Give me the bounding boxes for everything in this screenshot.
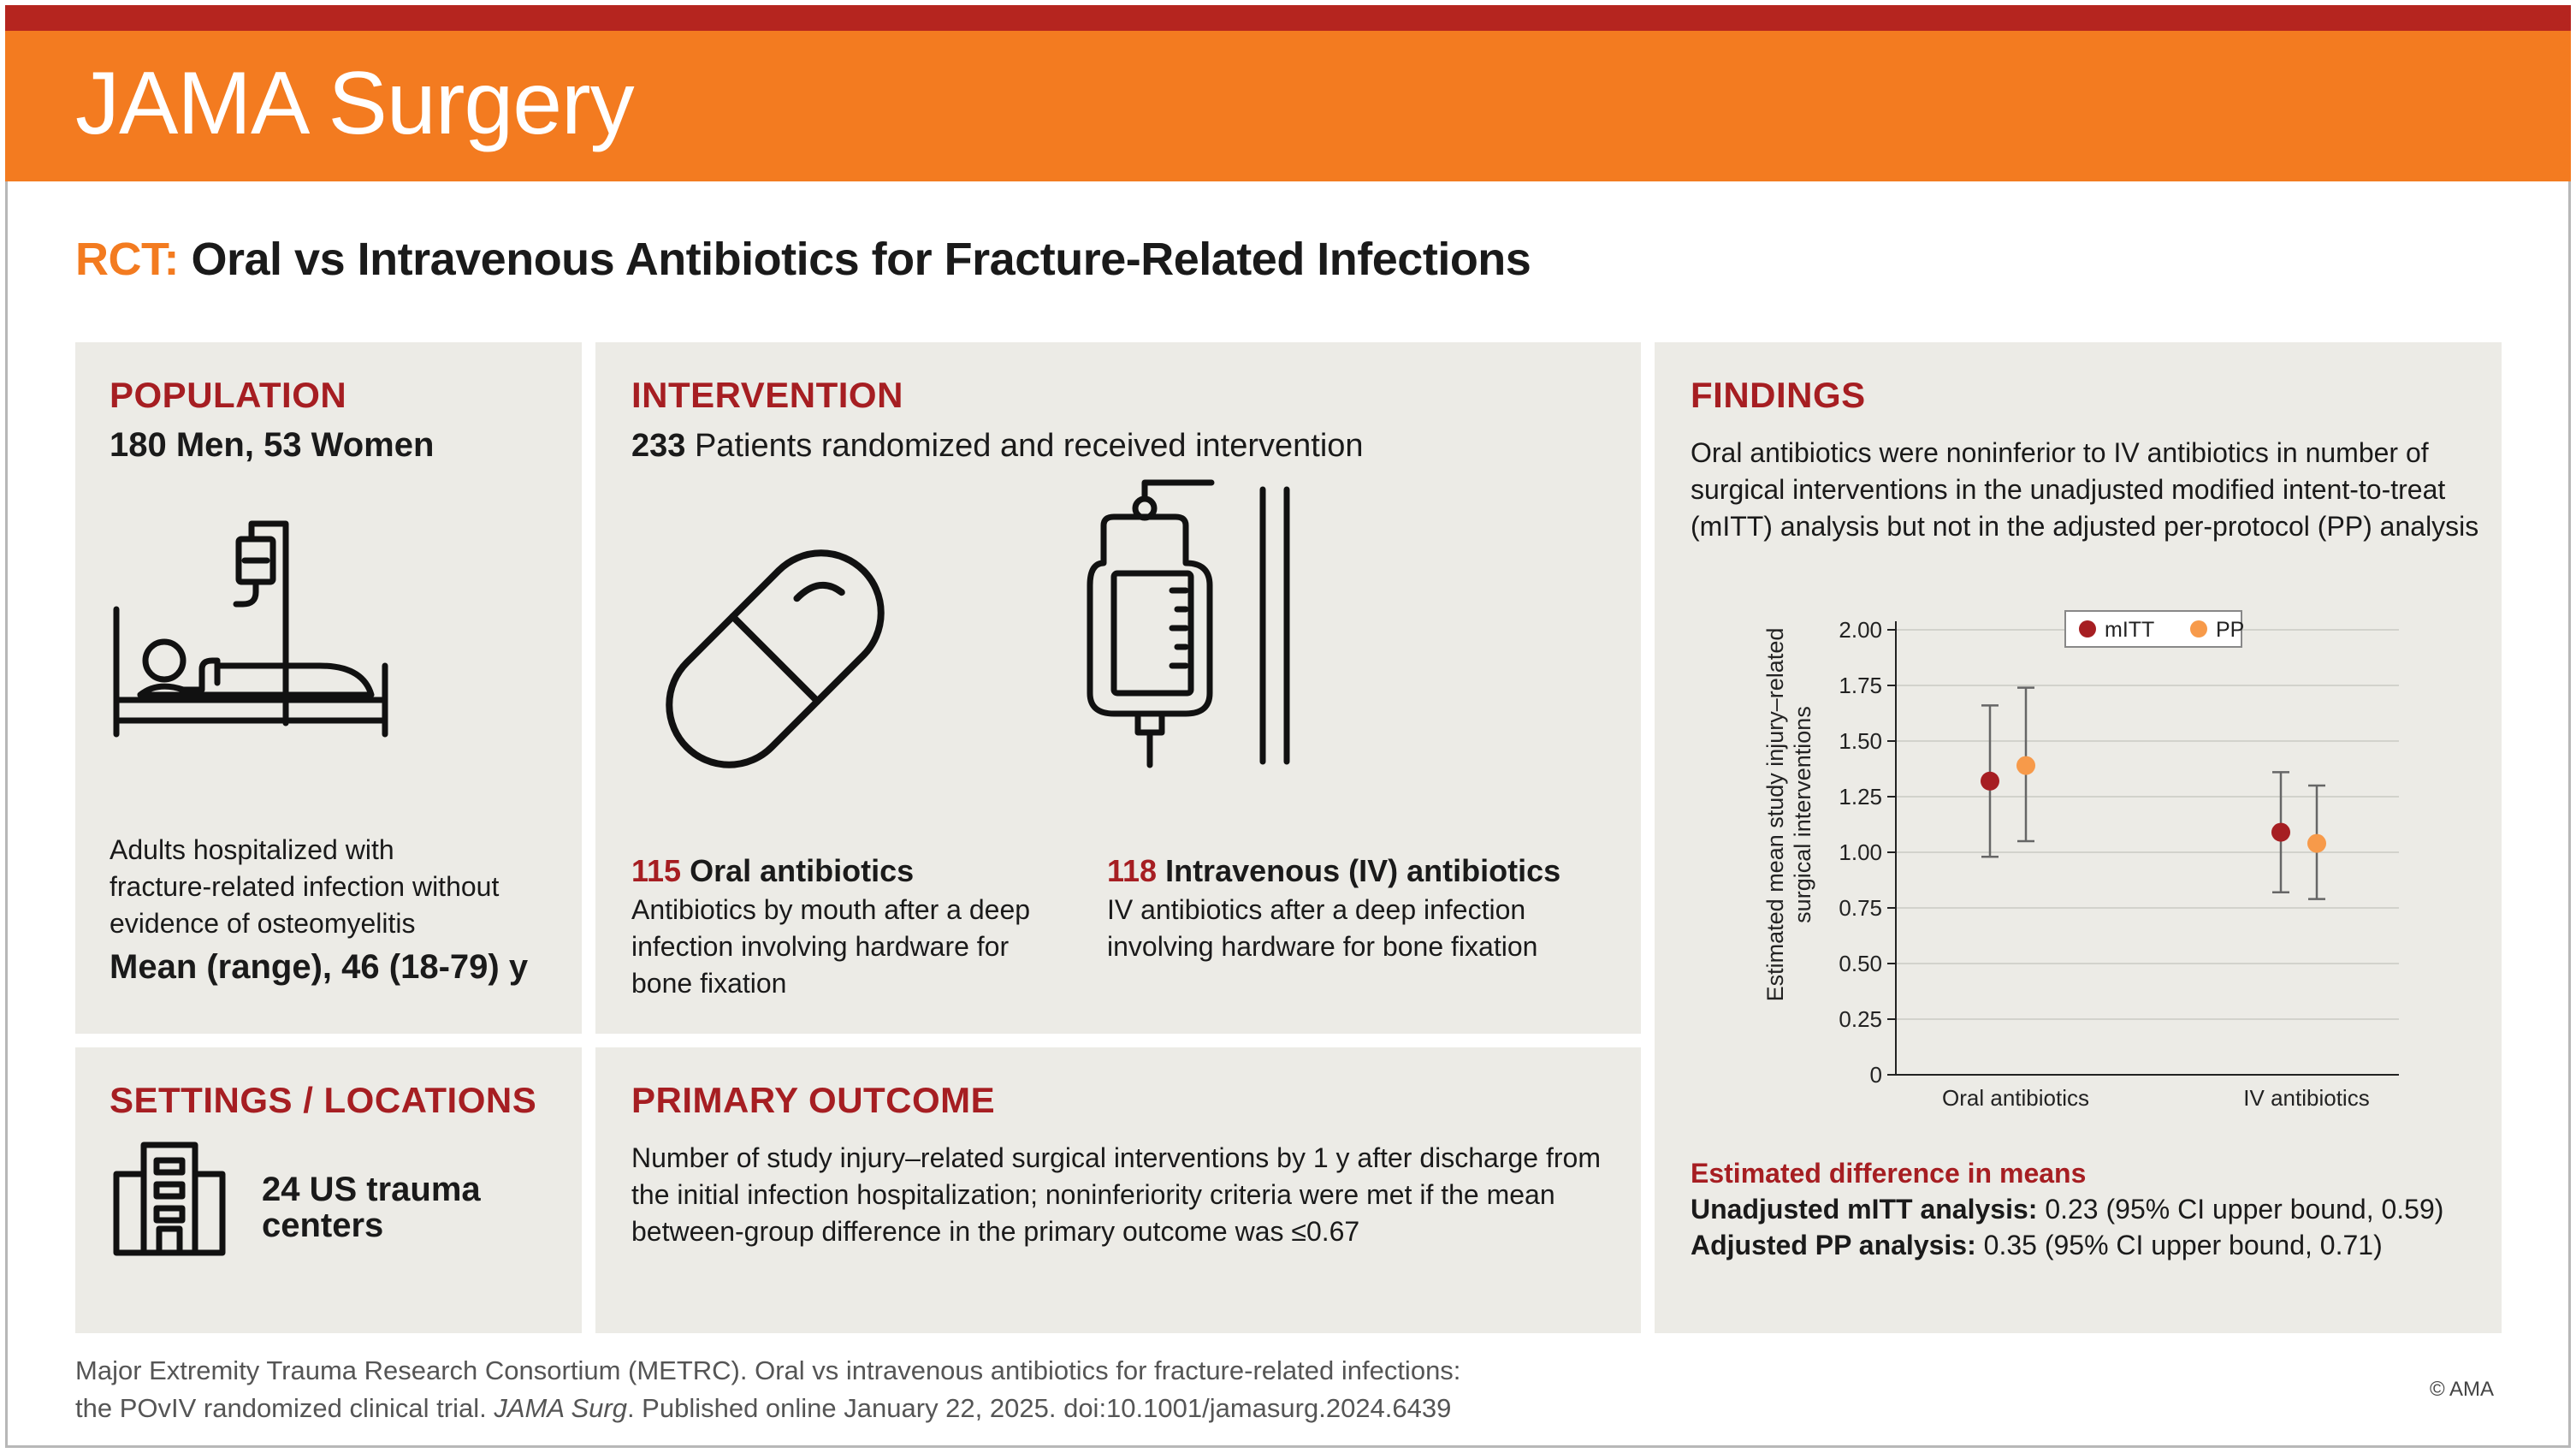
oral-arm-desc-3: bone fixation — [631, 968, 787, 999]
iv-arm-desc-2: involving hardware for bone fixation — [1107, 931, 1538, 962]
population-age: Mean (range), 46 (18-79) y — [110, 948, 529, 986]
x-tick-label: Oral antibiotics — [1942, 1085, 2089, 1111]
diff-pp-label: Adjusted PP analysis: — [1691, 1230, 1976, 1260]
primary-outcome-panel — [595, 1047, 1641, 1333]
findings-heading: FINDINGS — [1691, 375, 1866, 415]
citation — [75, 1352, 1460, 1427]
top-accent-bar — [5, 5, 2571, 31]
citation-line-2c: . Published online January 22, 2025. doi:10.1001/jamasurg.2024.6439 — [626, 1393, 1452, 1423]
data-point-mitt — [2271, 823, 2290, 842]
intervention-count-text: Patients randomized and received intervention — [685, 428, 1364, 464]
diff-pp — [1691, 1227, 2383, 1264]
pill-capsule-icon — [638, 522, 912, 796]
diff-heading: Estimated difference in means — [1691, 1158, 2087, 1189]
diff-mitt-value: 0.23 (95% CI upper bound, 0.59) — [2037, 1194, 2444, 1225]
chart-marks — [1981, 688, 2326, 899]
iv-arm-title — [1107, 852, 1560, 889]
title-prefix: RCT: — [75, 234, 179, 285]
outcome-line-1: Number of study injury–related surgical interventions by 1 y after discharge from — [631, 1142, 1601, 1173]
page-title — [75, 233, 1531, 286]
intervention-panel — [595, 342, 1641, 1034]
oral-arm-label: Oral antibiotics — [681, 853, 915, 888]
outcome-line-3: between-group difference in the primary outcome was ≤0.67 — [631, 1216, 1360, 1247]
diff-pp-value: 0.35 (95% CI upper bound, 0.71) — [1975, 1230, 2383, 1260]
y-tick-label: 0.75 — [1839, 895, 1882, 921]
legend-label-pp: PP — [2216, 618, 2245, 642]
citation-journal: JAMA Surg — [494, 1393, 627, 1423]
data-point-pp — [2307, 834, 2326, 853]
findings-line-3: (mITT) analysis but not in the adjusted per-protocol (PP) analysis — [1691, 511, 2479, 542]
hospital-bed-icon — [106, 513, 414, 796]
iv-arm-label: Intravenous (IV) antibiotics — [1157, 853, 1561, 888]
intervention-count-line — [631, 428, 1364, 465]
data-point-pp — [2016, 756, 2035, 775]
building-icon — [110, 1140, 229, 1260]
population-desc-1: Adults hospitalized with — [110, 834, 394, 865]
y-tick-label: 1.25 — [1839, 784, 1882, 810]
outcome-heading: PRIMARY OUTCOME — [631, 1080, 996, 1120]
intervention-count: 233 — [631, 428, 686, 464]
iv-arm-n: 118 — [1107, 853, 1158, 888]
oral-arm-title — [631, 852, 914, 889]
y-tick-label: 0.50 — [1839, 951, 1882, 976]
y-tick-label: 1.75 — [1839, 673, 1882, 698]
settings-line-1: 24 US trauma — [262, 1171, 481, 1208]
citation-line-2a: the POvIV randomized clinical trial. — [75, 1393, 494, 1423]
chart-x-ticks — [1942, 1085, 2370, 1111]
y-tick-label: 0 — [1869, 1062, 1882, 1088]
diff-mitt — [1691, 1191, 2443, 1228]
settings-line-2: centers — [262, 1207, 384, 1244]
y-tick-label: 1.00 — [1839, 839, 1882, 865]
diff-mitt-label: Unadjusted mITT analysis: — [1691, 1194, 2038, 1225]
y-tick-label: 0.25 — [1839, 1006, 1882, 1032]
settings-heading: SETTINGS / LOCATIONS — [110, 1080, 537, 1120]
settings-panel — [75, 1047, 582, 1333]
oral-arm-desc-1: Antibiotics by mouth after a deep — [631, 894, 1031, 925]
chart-y-ticks — [1839, 617, 1882, 1088]
findings-line-2: surgical interventions in the unadjusted modified intent-to-treat — [1691, 474, 2446, 505]
population-desc-3: evidence of osteomyelitis — [110, 908, 416, 939]
journal-brand: JAMA Surgery — [75, 54, 634, 153]
population-heading: POPULATION — [110, 375, 347, 415]
x-tick-label: IV antibiotics — [2243, 1085, 2370, 1111]
y-tick-label: 2.00 — [1839, 617, 1882, 643]
citation-line-1: Major Extremity Trauma Research Consortium (METRC). Oral vs intravenous antibiotics for fracture-related infections: — [75, 1355, 1461, 1385]
legend-label-mitt: mITT — [2105, 618, 2155, 642]
findings-panel — [1655, 342, 2502, 1333]
oral-arm-n: 115 — [631, 853, 682, 888]
oral-arm-desc-2: infection involving hardware for — [631, 931, 1010, 962]
legend-marker-pp — [2190, 620, 2207, 638]
chart-ylabel-line-2: surgical interventions — [1790, 706, 1815, 923]
y-tick-label: 1.50 — [1839, 728, 1882, 754]
copyright: © AMA — [2430, 1378, 2495, 1401]
population-summary: 180 Men, 53 Women — [110, 426, 435, 464]
chart-gridlines — [1896, 630, 2399, 1019]
population-desc-2: fracture-related infection without — [110, 871, 500, 902]
findings-chart — [1655, 590, 2502, 1121]
intervention-heading: INTERVENTION — [631, 375, 903, 415]
title-text: Oral vs Intravenous Antibiotics for Fracture-Related Infections — [191, 234, 1531, 285]
iv-arm-desc-1: IV antibiotics after a deep infection — [1107, 894, 1526, 925]
legend-marker-mitt — [2079, 620, 2096, 638]
chart-legend — [2065, 611, 2244, 647]
iv-bag-icon — [1083, 479, 1323, 770]
citation-line-2 — [75, 1390, 1460, 1427]
outcome-line-2: the initial infection hospitalization; noninferiority criteria were met if the mean — [631, 1179, 1555, 1210]
population-panel — [75, 342, 582, 1034]
findings-line-1: Oral antibiotics were noninferior to IV antibiotics in number of — [1691, 437, 2429, 468]
data-point-mitt — [1981, 772, 1999, 791]
chart-ylabel-line-1: Estimated mean study injury–related — [1762, 627, 1788, 1002]
